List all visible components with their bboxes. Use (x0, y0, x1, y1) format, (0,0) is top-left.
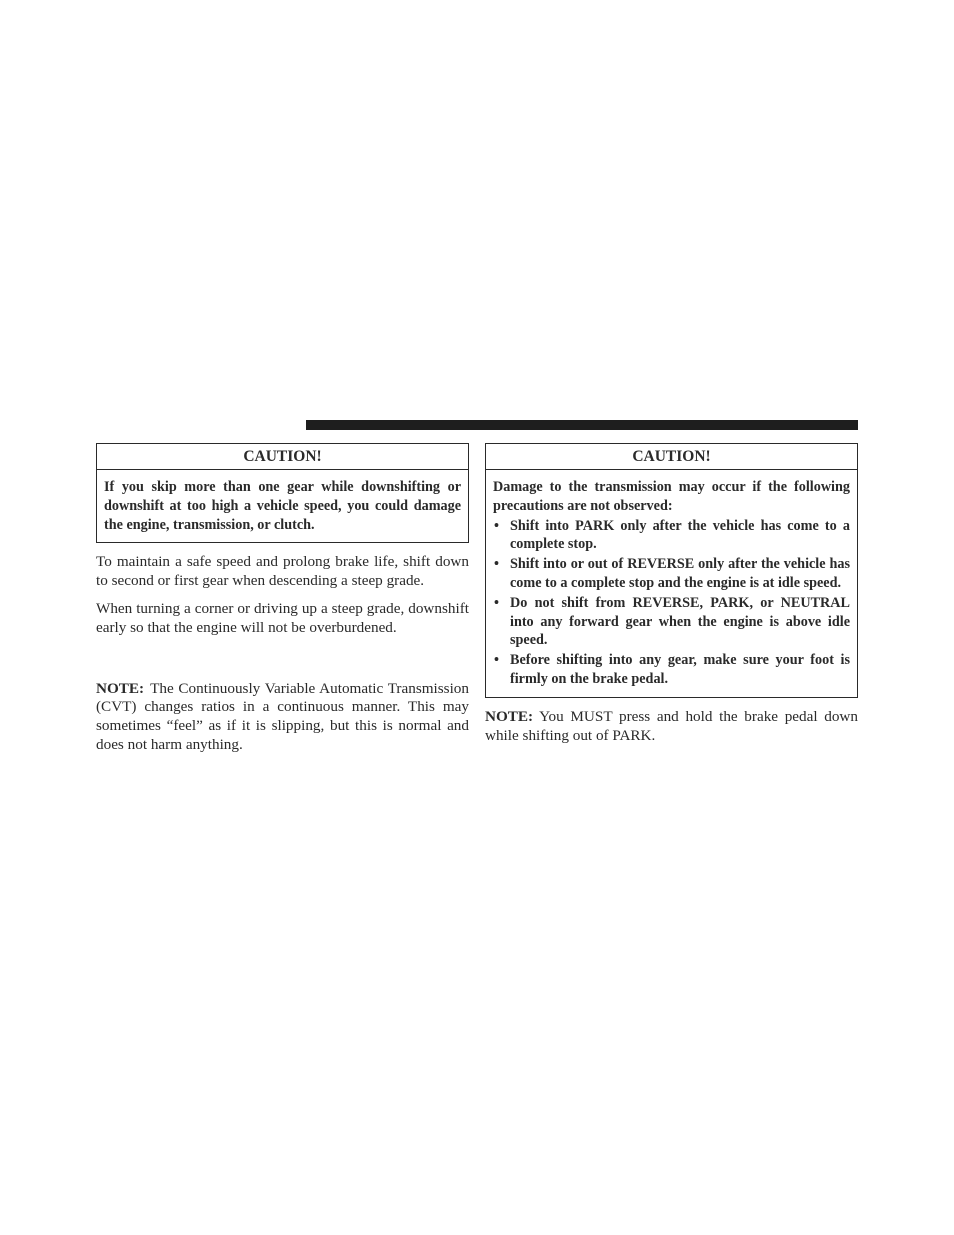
caution-title: CAUTION! (97, 444, 468, 470)
note-label: NOTE: (96, 679, 145, 697)
note-cvt (96, 680, 469, 755)
note-park (485, 708, 858, 746)
caution-body (97, 470, 468, 542)
bullet-text: Shift into or out of REVERSE only after the vehicle has come to a complete stop and the engine is at idle speed. (510, 556, 850, 591)
bullet-item (493, 651, 850, 689)
bullet-icon: • (494, 594, 499, 611)
bullet-text: Before shifting into any gear, make sure your foot is firmly on the brake pedal. (510, 652, 850, 687)
bullet-item (493, 517, 850, 555)
caution-bullet-list (493, 517, 850, 689)
paragraph-turning-corner: When turning a corner or driving up a steep grade, downshift early so that the engine will not be overburdened. (96, 599, 469, 636)
bullet-icon: • (494, 652, 499, 669)
bullet-text: Do not shift from REVERSE, PARK, or NEUTRAL into any forward gear when the engine is above idle speed. (510, 594, 850, 649)
paragraph-descending-grade: To maintain a safe speed and prolong brake life, shift down to second or first gear when descending a steep grade. (96, 553, 469, 590)
bullet-icon: • (494, 517, 499, 534)
caution-title: CAUTION! (486, 444, 857, 470)
note-text: The Continuously Variable Automatic Transmission (CVT) changes ratios in a continuous manner. This may sometimes “feel” as if it is slipping, but this is normal and does not harm anything. (96, 679, 469, 753)
caution-box-downshift (96, 443, 469, 543)
caution-body (486, 470, 857, 697)
bullet-item (493, 594, 850, 650)
section-header-bar (306, 420, 858, 430)
bullet-icon: • (494, 556, 499, 573)
caution-intro: Damage to the transmission may occur if the following precautions are not observed: (493, 479, 850, 514)
bullet-text: Shift into PARK only after the vehicle has come to a complete stop. (510, 517, 850, 553)
note-text: You MUST press and hold the brake pedal down while shifting out of PARK. (485, 707, 858, 744)
right-column (485, 443, 858, 745)
caution-text: If you skip more than one gear while downshifting or downshift at too high a vehicle speed, you could damage the engine, transmission, or clutch. (104, 479, 461, 533)
left-column (96, 443, 469, 755)
caution-box-transmission (485, 443, 858, 698)
bullet-item (493, 555, 850, 593)
note-label: NOTE: (485, 707, 534, 725)
